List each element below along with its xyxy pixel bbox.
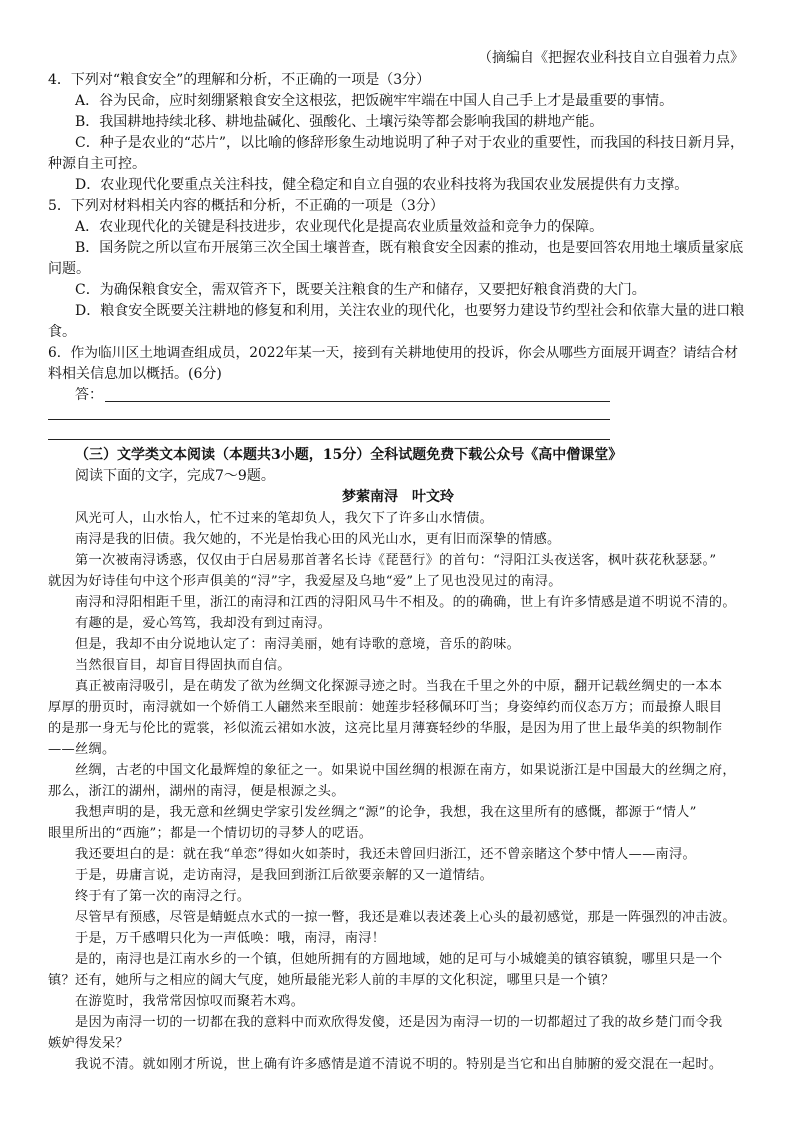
- answer-line-2: [48, 419, 610, 420]
- source-note: （摘编自《把握农业科技自立自强着力点》: [478, 50, 744, 66]
- q5-stem: 5．下列对材料相关内容的概括和分析，不正确的一项是（3分）: [48, 198, 444, 214]
- essay-line: 我还要坦白的是：就在我“单恋”得如火如荼时，我还未曾回归浙江，还不曾亲睹这个梦中情人——南浔。: [75, 847, 697, 862]
- essay-line: 丝绸，古老的中国文化最辉煌的象征之一。如果说中国丝绸的根源在南方，如果说浙江是中国最大的丝绸之府，: [75, 763, 736, 778]
- essay-line: 但是，我却不由分说地认定了：南浔美丽，她有诗歌的意境，音乐的韵味。: [75, 637, 521, 652]
- q6-stem-cont: 料相关信息加以概括。(6分): [48, 366, 222, 382]
- essay-line: 尽管早有预感，尽管是蜻蜓点水式的一掠一瞥，我还是难以表述袭上心头的最初感觉，那是一阵强烈的冲击波。: [75, 910, 736, 925]
- essay-line: 镇？还有，她所与之相应的阔大气度，她所最能光彩人前的丰厚的文化积淀，哪里只是一个镇？: [48, 973, 615, 988]
- essay-line: 的是那一身无与伦比的霓裳，衫似流云裙如水波，这亮比星月薄赛轻纱的华服，是因为用了世上最华美的织物制作: [48, 721, 723, 736]
- essay-line: 是的，南浔也是江南水乡的一个镇，但她所拥有的方圆地域，她的足可与小城媲美的镇容镇貌，哪里只是一个: [75, 952, 723, 967]
- q5-option-d: D．粮食安全既要关注耕地的修复和利用，关注农业的现代化，也要努力建设节约型社会和依靠大量的进口粮: [75, 303, 745, 319]
- essay-line: 于是，万千感喟只化为一声低唤：哦，南浔，南浔！: [75, 931, 386, 946]
- essay-line: 当然很盲目，却盲目得固执而自信。: [75, 658, 291, 673]
- q4-option-c: C．种子是农业的“芯片”，以比喻的修辞形象生动地说明了种子对于农业的重要性，而我国的科技日新月异，: [75, 135, 745, 151]
- q4-option-d: D．农业现代化要重点关注科技，健全稳定和自立自强的农业科技将为我国农业发展提供有力支撑。: [75, 177, 689, 193]
- answer-line-3: [48, 439, 610, 440]
- answer-line-1: [105, 401, 610, 402]
- essay-line: 在游览时，我常常因惊叹而聚若木鸡。: [75, 994, 305, 1009]
- q5-option-d-cont: 食。: [48, 324, 76, 340]
- essay-line: 就因为好诗佳句中这个形声俱美的“浔”字，我爱屋及乌地“爱”上了见也没见过的南浔。: [48, 574, 562, 589]
- essay-line: 我说不清。就如刚才所说，世上确有许多感情是道不清说不明的。特别是当它和出自肺腑的爱交混在一起时。: [75, 1057, 723, 1072]
- essay-line: 眼里所出的“西施”；都是一个情切切的寻梦人的呓语。: [48, 826, 373, 841]
- essay-line: 终于有了第一次的南浔之行。: [75, 889, 251, 904]
- q5-option-b-cont: 问题。: [48, 261, 90, 277]
- q4-stem: 4．下列对“粮食安全”的理解和分析，不正确的一项是（3分）: [48, 72, 431, 88]
- essay-line: 第一次被南浔诱惑，仅仅由于白居易那首著名长诗《琵琶行》的首句：“浔阳江头夜送客，枫叶荻花秋瑟瑟。”: [75, 553, 717, 568]
- q6-stem: 6．作为临川区土地调查组成员，2022年某一天，接到有关耕地使用的投诉，你会从哪些方面展开调查？请结合材: [48, 345, 738, 361]
- essay-line: 是因为南浔一切的一切都在我的意料中而欢欣得发傻，还是因为南浔一切的一切都超过了我的故乡楚门而令我: [75, 1015, 723, 1030]
- answer-label: 答：: [75, 387, 103, 403]
- essay-line: 厚厚的册页时，南浔就如一个娇俏工人翩然来至眼前：她莲步轻移佩环叮当；身姿绰约而仪态万方；而最撩人眼目: [48, 700, 723, 715]
- q4-option-a: A．谷为民命，应时刻绷紧粮食安全这根弦，把饭碗牢牢端在中国人自己手上才是最重要的事情。: [75, 93, 674, 109]
- essay-title: 梦萦南浔 叶文玲: [342, 489, 454, 505]
- q5-option-c: C．为确保粮食安全，需双管齐下，既要关注粮食的生产和储存，又要把好粮食消费的大门。: [75, 282, 646, 298]
- q5-option-a: A．农业现代化的关键是科技进步，农业现代化是提高农业质量效益和竞争力的保障。: [75, 219, 604, 235]
- essay-line: 南浔和浔阳相距千里，浙江的南浔和江西的浔阳风马牛不相及。的的确确，世上有许多情感是道不明说不清的。: [75, 595, 736, 610]
- essay-line: 我想声明的是，我无意和丝绸史学家引发丝绸之“源”的论争，我想，我在这里所有的感慨，都源于“情人”: [75, 805, 697, 820]
- essay-line: 于是，毋庸言说，走访南浔，是我回到浙江后欲要亲解的又一道情结。: [75, 868, 494, 883]
- q4-option-b: B．我国耕地持续北移、耕地盐碱化、强酸化、土壤污染等都会影响我国的耕地产能。: [75, 114, 604, 130]
- essay-line: 有趣的是，爱心笃笃，我却没有到过南浔。: [75, 616, 332, 631]
- q4-option-c-cont: 种源自主可控。: [48, 156, 146, 172]
- essay-line: 嫉妒得发呆？: [48, 1036, 129, 1051]
- section-instruction: 阅读下面的文字，完成7～9题。: [75, 468, 275, 484]
- q5-option-b: B．国务院之所以宣布开展第三次全国土壤普查，既有粮食安全因素的推动，也是要回答农用地土壤质量家底: [75, 240, 744, 256]
- essay-line: 那么，浙江的湖州，湖州的南浔，便是根源之头。: [48, 784, 345, 799]
- essay-line: ——丝绸。: [48, 742, 116, 757]
- essay-line: 真正被南浔吸引，是在萌发了欲为丝绸文化探源寻迹之时。当我在千里之外的中原，翻开记载丝绸史的一本本: [75, 679, 723, 694]
- essay-line: 风光可人，山水怡人，忙不过来的笔却负人，我欠下了许多山水情债。: [75, 511, 494, 526]
- section-heading: （三）文学类文本阅读（本题共3小题，15分）全科试题免费下载公众号《高中僧课堂》: [75, 447, 623, 463]
- essay-line: 南浔是我的旧债。我欠她的，不光是怡我心田的风光山水，更有旧而深挚的情感。: [75, 532, 561, 547]
